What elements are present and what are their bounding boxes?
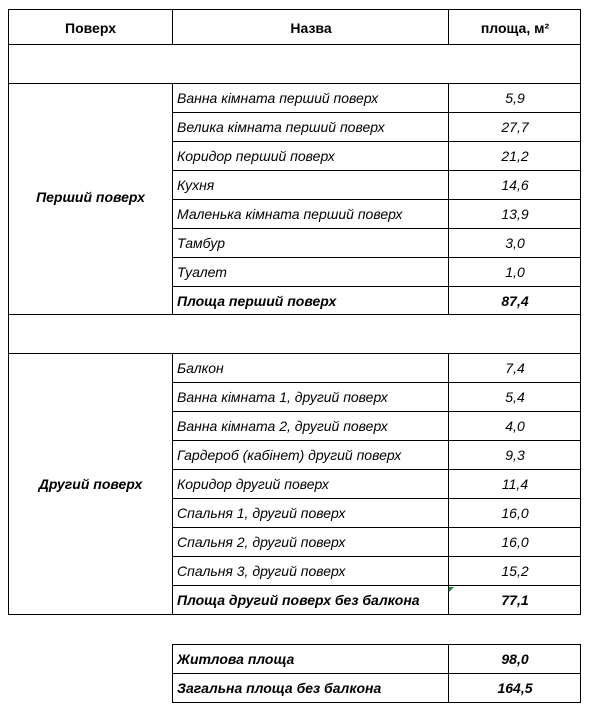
room-area-value: 4,0 xyxy=(505,418,525,434)
summary-value: 164,5 xyxy=(497,680,533,696)
room-area-value: 3,0 xyxy=(505,235,525,251)
room-area-value: 16,0 xyxy=(501,505,529,521)
room-name: Ванна кімната перший поверх xyxy=(177,90,379,106)
room-name: Спальня 2, другий поверх xyxy=(177,534,346,550)
room-row xyxy=(173,412,580,440)
total-row xyxy=(173,287,580,315)
room-row xyxy=(173,229,580,257)
room-area-value: 14,6 xyxy=(501,177,529,193)
room-row xyxy=(173,470,580,498)
room-name: Туалет xyxy=(177,264,227,280)
total-value: 87,4 xyxy=(501,293,529,309)
room-area-value: 16,0 xyxy=(501,534,529,550)
room-name: Спальня 1, другий поверх xyxy=(177,505,346,521)
room-name: Балкон xyxy=(177,360,224,376)
summary-name: Житлова площа xyxy=(177,651,295,667)
room-area-value: 9,3 xyxy=(505,447,525,463)
room-row xyxy=(173,113,580,141)
room-area-value: 7,4 xyxy=(505,360,525,376)
room-name: Велика кімната перший поверх xyxy=(177,119,385,135)
room-name: Ванна кімната 2, другий поверх xyxy=(177,418,388,434)
room-name: Кухня xyxy=(177,177,215,193)
room-area-value: 5,9 xyxy=(505,90,525,106)
room-area-value: 5,4 xyxy=(505,389,525,405)
header-floor: Поверх xyxy=(65,19,116,36)
room-name: Коридор другий поверх xyxy=(177,476,329,492)
room-row xyxy=(173,171,580,199)
room-row xyxy=(173,354,580,382)
room-name: Спальня 3, другий поверх xyxy=(177,563,346,579)
room-row xyxy=(173,557,580,585)
room-area-value: 13,9 xyxy=(501,206,529,222)
summary-value: 98,0 xyxy=(501,651,529,667)
room-name: Гардероб (кабінет) другий поверх xyxy=(177,447,402,463)
room-area-value: 11,4 xyxy=(501,476,529,492)
room-area-value: 21,2 xyxy=(501,148,529,164)
total-name: Площа другий поверх без балкона xyxy=(177,592,420,608)
header-area: площа, м² xyxy=(480,19,550,36)
room-name: Ванна кімната 1, другий поверх xyxy=(177,389,388,405)
total-name: Площа перший поверх xyxy=(177,293,337,309)
floor-2-label: Другий поверх xyxy=(38,476,143,492)
summary-row-living xyxy=(173,645,580,673)
room-area-value: 15,2 xyxy=(501,563,529,579)
cell-comment-marker xyxy=(449,587,454,592)
total-row xyxy=(173,586,580,614)
total-value: 77,1 xyxy=(501,592,529,608)
room-row xyxy=(173,142,580,170)
header-name: Назва xyxy=(290,19,332,36)
room-row xyxy=(173,84,580,112)
room-name: Тамбур xyxy=(177,235,225,251)
room-row xyxy=(173,200,580,228)
room-name: Коридор перший поверх xyxy=(177,148,335,164)
room-row xyxy=(173,528,580,556)
summary-row-total xyxy=(173,674,580,702)
room-area-value: 27,7 xyxy=(501,119,529,135)
room-row xyxy=(173,499,580,527)
room-row xyxy=(173,383,580,411)
room-name: Маленька кімната перший поверх xyxy=(177,206,403,222)
summary-name: Загальна площа без балкона xyxy=(177,680,382,696)
room-row xyxy=(173,258,580,286)
room-row xyxy=(173,441,580,469)
room-area-value: 1,0 xyxy=(505,264,525,280)
floor-1-label: Перший поверх xyxy=(36,189,145,205)
